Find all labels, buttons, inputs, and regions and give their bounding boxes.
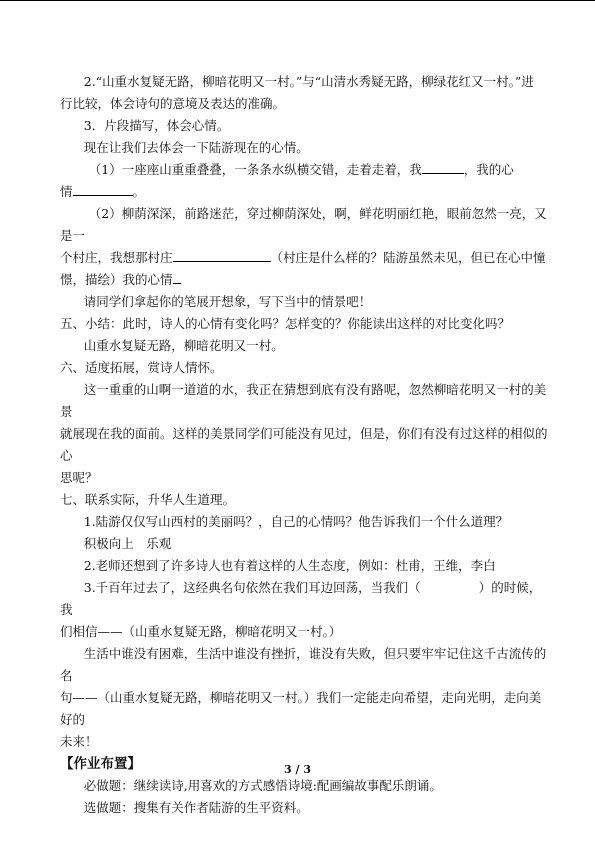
- top-rule: [0, 0, 595, 1]
- fill-blank[interactable]: [173, 247, 271, 262]
- homework-heading: 【作业布置】: [60, 756, 141, 772]
- text-line: 现在让我们去体会一下陆游现在的心情。: [83, 140, 309, 155]
- text-line: 1.陆游仅仅写山西村的美丽吗？，自己的心情吗？他告诉我们一个什么道理？: [83, 514, 509, 529]
- text-line: 3．片段描写，体会心情。: [83, 118, 230, 133]
- text-line: [60, 181, 548, 203]
- text-line: 必做题：继续读诗,用喜欢的方式感悟诗境:配画编故事配乐朗诵。: [83, 778, 442, 793]
- text-fragment: 3.千百年过去了，这经典名句依然在我们耳边回荡，当我们（: [83, 580, 421, 595]
- fill-blank[interactable]: [73, 181, 133, 196]
- text-line: [60, 247, 548, 269]
- text-fragment: （1）一座座山重重叠叠，一条条水纵横交错，走着走着，我: [88, 162, 422, 177]
- section-heading: 六、适度拓展，赏诗人情怀。: [60, 360, 223, 375]
- text-line: [60, 159, 548, 181]
- text-line: 句——（山重水复疑无路，柳暗花明又一村。）我们一定能走向希望，走向光明，走向美好的: [60, 690, 542, 727]
- text-line: 思呢？: [60, 470, 98, 485]
- text-fragment: 个村庄，我想那村庄: [60, 250, 173, 265]
- text-line: 这一重重的山啊一道道的水，我正在猜想到底有没有路呢，忽然柳暗花明又一村的美景: [60, 382, 547, 419]
- text-fragment: ）的时候，我: [60, 580, 542, 617]
- answer-gap[interactable]: [421, 578, 479, 592]
- text-line: 们相信——（山重水复疑无路，柳暗花明又一村。）: [60, 624, 342, 639]
- document-body: [60, 71, 548, 819]
- section-heading: 七、联系实际，升华人生道理。: [60, 492, 236, 507]
- text-line: 请同学们拿起你的笔展开想象，写下当中的情景吧！: [83, 294, 372, 309]
- text-fragment: 。: [132, 184, 146, 199]
- text-line: 积极向上 乐观: [83, 536, 172, 551]
- text-line: 行比较，体会诗句的意境及表达的准确。: [60, 96, 286, 111]
- text-line: 2.老师还想到了许多诗人也有着这样的人生态度，例如：杜甫，王维，李白: [83, 558, 496, 573]
- text-line: [60, 269, 548, 291]
- text-fragment: 情: [60, 184, 73, 199]
- text-fragment: ，我的心: [463, 162, 514, 177]
- text-line: 山重水复疑无路，柳暗花明又一村。: [83, 338, 284, 353]
- text-line: 选做题：搜集有关作者陆游的生平资料。: [83, 800, 309, 815]
- text-line: 生活中谁没有困难，生活中谁没有挫折，谁没有失败，但只要牢牢记住这千古流传的名: [60, 646, 547, 683]
- text-line: （2）柳荫深深，前路迷茫，穿过柳荫深处，啊，鲜花明丽红艳，眼前忽然一亮，又是一: [60, 206, 547, 243]
- text-line: 就展现在我的面前。这样的美景同学们可能没有见过，但是，你们有没有过这样的相似的心: [60, 426, 548, 463]
- text-line: 2.“山重水复疑无路，柳暗花明又一村。”与“山清水秀疑无路，柳绿花红又一村。”进: [83, 74, 534, 89]
- page-number: 3 / 3: [284, 763, 311, 776]
- section-heading: 五、小结：此时，诗人的心情有变化吗？怎样变的？你能读出这样的对比变化吗？: [60, 316, 511, 331]
- text-line: [60, 577, 548, 621]
- fill-blank[interactable]: [422, 159, 464, 174]
- fill-blank[interactable]: [173, 269, 181, 284]
- text-fragment: （村庄是什么样的？陆游虽然未见，但已在心中憧: [270, 250, 546, 265]
- text-line: 未来！: [60, 734, 98, 749]
- text-fragment: 憬，描绘）我的心情: [60, 272, 173, 287]
